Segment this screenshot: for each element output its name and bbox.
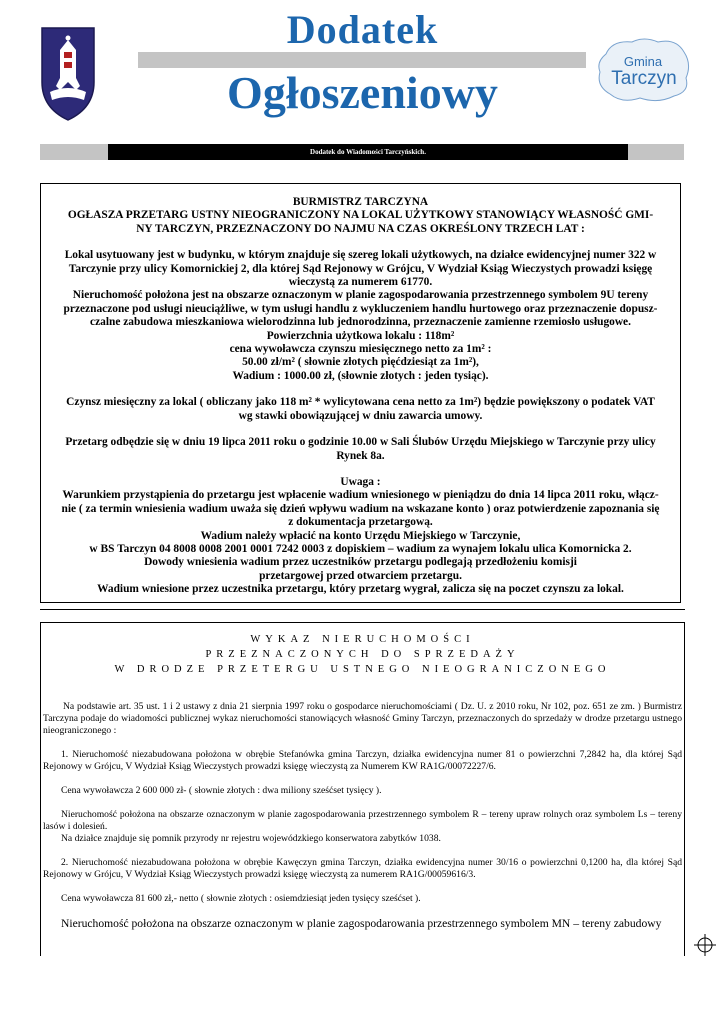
announcement-line: cena wywoławcza czynszu miesięcznego netto za 1m² : xyxy=(229,343,492,356)
announcement-line: NY TARCZYN, PRZEZNACZONY DO NAJMU NA CZAS OKREŚLONY TRZECH LAT : xyxy=(136,222,585,235)
announcement-line: przetargowej przed otwarciem przetargu. xyxy=(259,569,462,582)
announcement-line: Warunkiem przystąpienia do przetargu jest wpłacenie wadium wniesionego w pieniądzu do dnia 14 lipca 2011 roku, włącz- xyxy=(62,489,659,502)
wykaz-title-line: PRZEZNACZONYCH DO SPRZEDAŻY xyxy=(205,649,520,660)
page-title-secondary: Ogłoszeniowy xyxy=(227,67,498,118)
wykaz-paragraph: Nieruchomość położona na obszarze oznaczonym w planie zagospodarowania przestrzennego symbolem MN – tereny zabudowy xyxy=(61,917,662,930)
subheader-bar: Dodatek do Wiadomości Tarczyńskich. xyxy=(108,144,628,160)
wykaz-title-line: W DRODZE PRZETERGU USTNEGO NIEOGRANICZONEGO xyxy=(114,664,611,675)
announcement-line: Tarczynie przy ulicy Komornickiej 2, dla której Sąd Rejonowy w Grójcu, V Wydział Ksiąg Wieczystych prowadzi księgę xyxy=(68,262,653,275)
section-divider xyxy=(40,609,685,610)
tender-announcement xyxy=(40,183,681,603)
wykaz-paragraph: Cena wywoławcza 2 600 000 zł- ( słownie złotych : dwa miliony sześćset tysięcy ). xyxy=(61,785,382,796)
announcement-line: wg stawki obowiązującej w dniu zawarcia umowy. xyxy=(238,409,483,422)
announcement-line: Rynek 8a. xyxy=(336,449,385,462)
announcement-line: Nieruchomość położona jest na obszarze oznaczonym w planie zagospodarowania przestrzennego symbolem 9U tereny xyxy=(72,289,649,302)
announcement-line: przeznaczone pod usługi nieuciążliwe, w tym usługi handlu z wykluczeniem handlu hurtowego oraz przeznaczenie dopusz- xyxy=(63,302,658,315)
announcement-line: 50.00 zł/m² ( słownie złotych pięćdziesiąt za 1m²), xyxy=(242,356,479,369)
property-list-section xyxy=(40,622,685,956)
wykaz-paragraph: Cena wywoławcza 81 600 zł,- netto ( słownie złotych : osiemdziesiąt jeden tysięcy sześćset ). xyxy=(61,893,421,904)
logo-text-gmina: Gmina xyxy=(623,54,663,69)
wykaz-paragraph: 1. Nieruchomość niezabudowana położona w obrębie Stefanówka gmina Tarczyn, działka ewidencyjna numer 81 o powierzchni 7,2842 ha, dla której Sąd Rejonowy w Grójcu, V Wydział Ksiąg Wieczystych prowadzi księgę wieczystą za Numerem KW RA1G/00072227/6. xyxy=(43,749,682,772)
wykaz-paragraph: Nieruchomość położona na obszarze oznaczonym w planie zagospodarowania przestrzennego symbolem R – tereny upraw rolnych oraz symbolem Ls – tereny lasów i dolesień. xyxy=(43,809,682,832)
wykaz-title-line: WYKAZ NIERUCHOMOŚCI xyxy=(250,634,475,645)
gmina-tarczyn-logo-icon xyxy=(592,34,694,106)
announcement-line: Czynsz miesięczny za lokal ( obliczany jako 118 m² * wylicytowana cena netto za 1m²) będzie powiększony o podatek VAT xyxy=(66,396,655,409)
announcement-line: w BS Tarczyn 04 8008 0008 2001 0001 7242 0003 z dopiskiem – wadium za wynajem lokalu ulica Komornicka 2. xyxy=(89,542,632,555)
announcement-line: Powierzchnia użytkowa lokalu : 118m² xyxy=(266,329,455,342)
page-title: Dodatek xyxy=(286,7,439,52)
announcement-line: Wadium należy wpłacić na konto Urzędu Miejskiego w Tarczynie, xyxy=(200,529,521,542)
announcement-line: Wadium : 1000.00 zł, (słownie złotych : jeden tysiąc). xyxy=(232,369,489,382)
subheader-grey-bar-left xyxy=(40,144,108,160)
announcement-line: Lokal usytuowany jest w budynku, w którym znajduje się szereg lokali użytkowych, na działce ewidencyjnej numer 322 w xyxy=(64,249,657,262)
subheader-grey-bar-right xyxy=(628,144,684,160)
wykaz-paragraph: Na podstawie art. 35 ust. 1 i 2 ustawy z dnia 21 sierpnia 1997 roku o gospodarce nieruchomościami ( Dz. U. z 2010 roku, Nr 102, poz. 651 ze zm. ) Burmistrz Tarczyna podaje do wiadomości publicznej wykaz nieruchomości stanowiących własność Gminy Tarczyn, przeznaczonych do sprzedaży w drodze przetargu ustnego nieograniczonego : xyxy=(43,701,682,736)
announcement-line: Wadium wniesione przez uczestnika przetargu, który przetarg wygrał, zalicza się na poczet czynszu za lokal. xyxy=(97,583,624,596)
registration-mark-icon xyxy=(694,934,716,956)
wykaz-paragraph: Na działce znajduje się pomnik przyrody nr rejestru wojewódzkiego konserwatora zabytków 1038. xyxy=(61,833,441,844)
announcement-line: OGŁASZA PRZETARG USTNY NIEOGRANICZONY NA LOKAL UŻYTKOWY STANOWIĄCY WŁASNOŚĆ GMI- xyxy=(67,209,654,222)
announcement-line: Dowody wniesienia wadium przez uczestników przetargu podlegają przedłożeniu komisji xyxy=(144,556,577,569)
announcement-line: Uwaga : xyxy=(340,475,381,488)
announcement-line: nie ( za termin wniesienia wadium uważa się dzień wpływu wadium na wskazane konto ) oraz potwierdzenie zapoznania się xyxy=(61,502,660,515)
announcement-line: BURMISTRZ TARCZYNA xyxy=(292,196,429,208)
announcement-line: wieczystą za numerem 61770. xyxy=(288,276,433,289)
logo-text-tarczyn: Tarczyn xyxy=(611,68,677,89)
announcement-line: Przetarg odbędzie się w dniu 19 lipca 2011 roku o godzinie 10.00 w Sali Ślubów Urzędu Miejskiego w Tarczynie przy ulicy xyxy=(65,436,656,449)
announcement-line: z dokumentacja przetargową. xyxy=(288,516,433,529)
announcement-line: czalne zabudowa mieszkaniowa wielorodzinna lub jednorodzinna, przeznaczenie zamienne rzemiosło usługowe. xyxy=(90,316,631,329)
wykaz-paragraph: 2. Nieruchomość niezabudowana położona w obrębie Kawęczyn gmina Tarczyn, działka ewidencyjna numer 30/16 o powierzchni 0,1200 ha, dla której Sąd Rejonowy w Grójcu, V Wydział Ksiąg Wieczystych prowadzi księgę wieczystą za numerem RA1G/00059616/3. xyxy=(43,857,682,880)
